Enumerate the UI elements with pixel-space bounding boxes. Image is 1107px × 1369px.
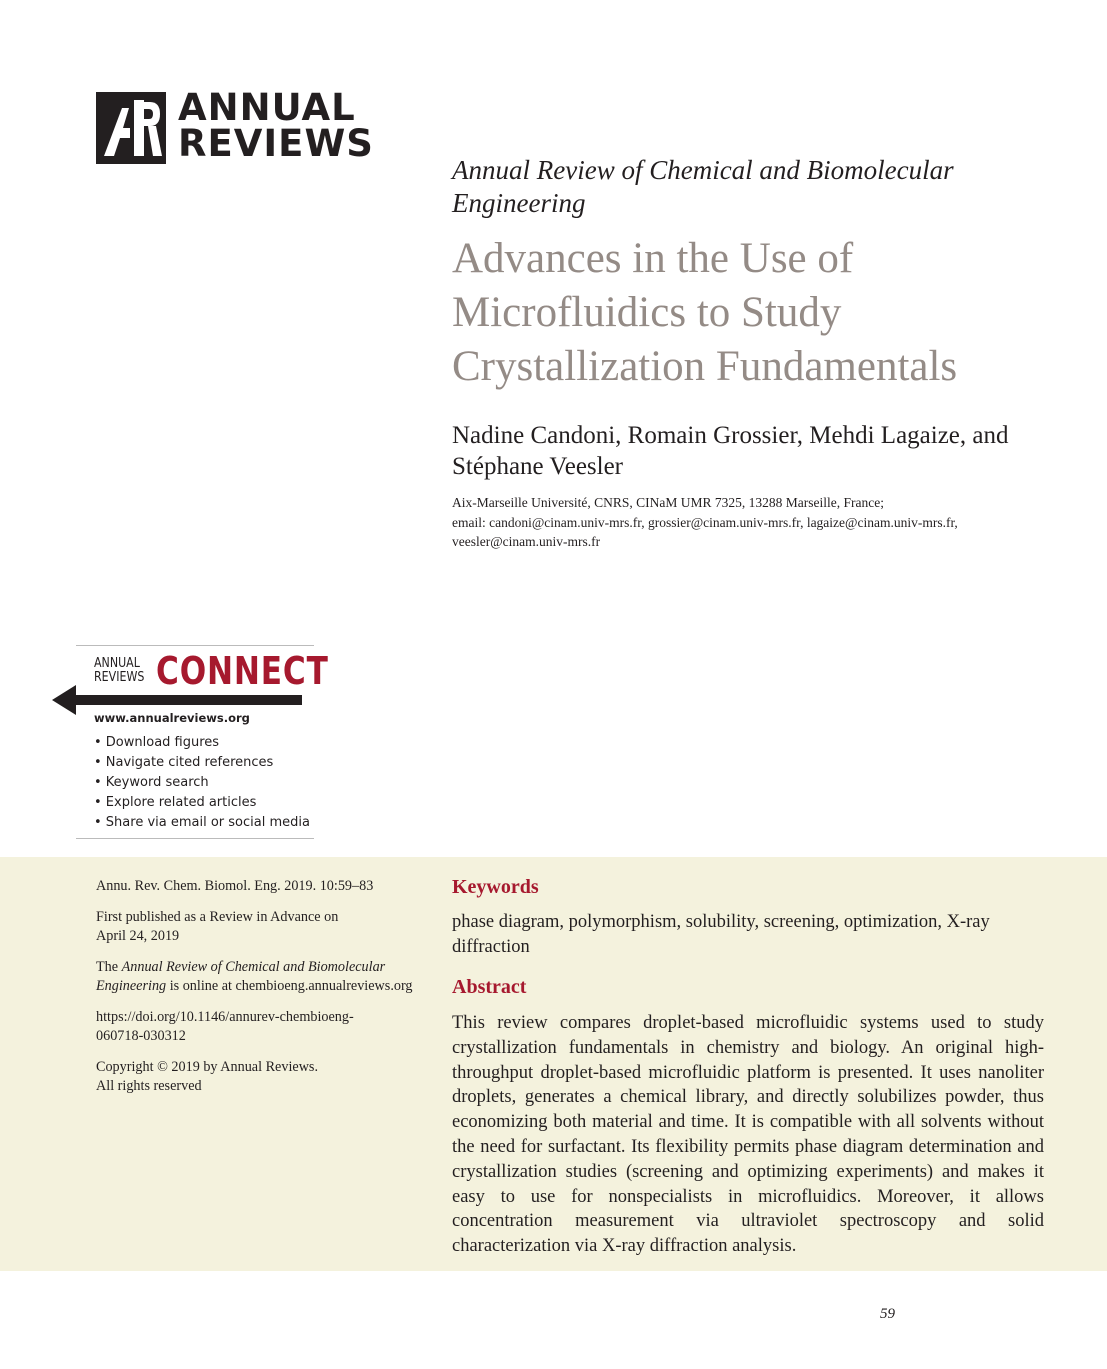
connect-divider-bottom [76, 838, 314, 839]
list-item: • Keyword search [94, 775, 209, 790]
article-title: Advances in the Use of Microfluidics to Study Crystallization Fundamentals [452, 235, 958, 390]
connect-small-line-2: REVIEWS [94, 670, 145, 685]
annual-reviews-connect-box[interactable] [52, 645, 329, 840]
doi-link[interactable] [96, 1008, 436, 1047]
email-line-1: email: candoni@cinam.univ-mrs.fr, grossier@cinam.univ-mrs.fr, lagaize@cinam.univ-mrs.fr, [452, 514, 958, 530]
connect-feature-list [94, 733, 310, 833]
abstract-heading: Abstract [452, 976, 527, 998]
published-line-1: First published as a Review in Advance on [96, 908, 339, 925]
connect-heading: CONNECT [156, 649, 329, 693]
online-journal-name: Annual Review of Chemical and Biomolecular Engineering [96, 958, 386, 994]
copyright [96, 1058, 436, 1097]
keywords-text: phase diagram, polymorphism, solubility, screening, optimization, X-ray diffraction [452, 912, 990, 957]
connect-small-line-1: ANNUAL [94, 656, 140, 671]
doi-line-2: 060718-030312 [96, 1028, 186, 1044]
online-notice [96, 958, 436, 997]
list-item: • Share via email or social media [94, 815, 310, 830]
ar-logo-mark-icon [96, 92, 166, 164]
journal-name: Annual Review of Chemical and Biomolecular Engineering [452, 155, 954, 218]
article-metadata [96, 877, 436, 1108]
citation: Annu. Rev. Chem. Biomol. Eng. 2019. 10:59–83 [96, 878, 374, 894]
copyright-line-1: Copyright © 2019 by Annual Reviews. [96, 1058, 319, 1075]
online-suffix: is online at chembioeng.annualreviews.org [166, 978, 413, 994]
keywords-heading: Keywords [452, 876, 539, 898]
list-item: • Download figures [94, 735, 220, 750]
list-item: • Navigate cited references [94, 755, 274, 770]
connect-url-link[interactable]: www.annualreviews.org [94, 711, 250, 725]
connect-divider-top [76, 645, 314, 646]
annual-reviews-logo [96, 86, 376, 166]
online-prefix: The [96, 958, 122, 975]
logo-line-1: ANNUAL [178, 86, 356, 129]
copyright-line-2: All rights reserved [96, 1078, 202, 1094]
affiliation-block [452, 493, 1092, 552]
logo-wordmark [178, 86, 374, 165]
doi-line-1: https://doi.org/10.1146/annurev-chembioeng- [96, 1008, 354, 1025]
list-item: • Explore related articles [94, 795, 257, 810]
page-number: 59 [880, 1306, 895, 1322]
publication-date [96, 908, 436, 947]
published-line-2: April 24, 2019 [96, 928, 180, 944]
abstract-text: This review compares droplet-based microfluidic systems used to study crystallization fundamentals in chemistry and biology. An original high-throughput droplet-based microfluidic platform is presented. It uses nanoliter droplets, generates a chemical library, and directly solubilizes powder, thus economizing both material and time. It is compatible with all solvents without the need for surfactant. Its flexibility permits phase diagram determination and crystallization studies (screening and optimizing experiments) and makes it easy to use for nonspecialists in microfluidics. Moreover, it allows concentration measurement via ultraviolet spectroscopy and solid characterization via X-ray diffraction analysis. [452, 1013, 1044, 1257]
connect-small-wordmark [94, 657, 144, 685]
affiliation: Aix-Marseille Université, CNRS, CINaM UMR 7325, 13288 Marseille, France; [452, 495, 884, 510]
logo-line-2: REVIEWS [178, 122, 374, 165]
email-line-2: veesler@cinam.univ-mrs.fr [452, 534, 601, 549]
author-list: Nadine Candoni, Romain Grossier, Mehdi Lagaize, and Stéphane Veesler [452, 422, 1009, 480]
